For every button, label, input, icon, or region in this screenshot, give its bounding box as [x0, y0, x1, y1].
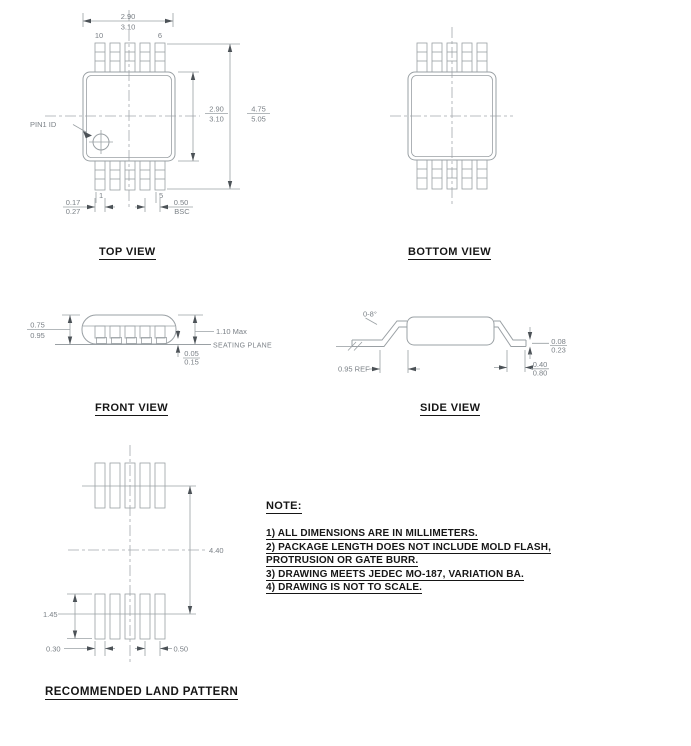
side-view: [336, 310, 567, 378]
dim-value: 0.17: [65, 198, 81, 207]
dim-lead-length-ref: [338, 350, 420, 374]
dim-value: 1.45: [43, 610, 58, 619]
dim-value: 0.80: [532, 368, 548, 378]
dim-value: 3.10: [209, 114, 224, 124]
note-line-3: 3) DRAWING MEETS JEDEC MO-187, VARIATION BA.: [266, 568, 524, 580]
note-line-2b: PROTRUSION OR GATE BURR.: [266, 555, 419, 566]
leader-arrow: [83, 131, 92, 138]
dim-value: 0.27: [65, 207, 81, 216]
land-pattern: [43, 445, 224, 662]
front-view-title: FRONT VIEW: [95, 402, 169, 414]
dim-standoff: [176, 330, 200, 367]
dim-value: 2.90: [209, 104, 224, 114]
top-view: [30, 10, 270, 216]
note-line-1: 1) ALL DIMENSIONS ARE IN MILLIMETERS.: [266, 528, 478, 539]
dim-value: 0.95: [30, 331, 45, 340]
dim-overall-height: [178, 315, 247, 345]
dim-value: 0.50: [173, 198, 189, 207]
bottom-view: [390, 27, 513, 205]
left-lead: [352, 321, 407, 347]
dim-foot-length: [494, 350, 549, 377]
dim-value: 2.90: [120, 12, 136, 21]
pin1-id-label: PIN1 ID: [30, 120, 57, 129]
dim-value: 4.75: [251, 104, 266, 114]
dim-value: 0.40: [532, 359, 548, 369]
dim-lead-pitch: [135, 198, 193, 216]
dim-value: 0.05: [184, 349, 199, 358]
top-pins: [95, 43, 165, 72]
package-body: [82, 315, 176, 344]
dim-value: 3.10: [120, 22, 136, 32]
note-line-4: 4) DRAWING IS NOT TO SCALE.: [266, 582, 423, 593]
dim-lead-angle: [336, 310, 377, 351]
bottom-view-title: BOTTOM VIEW: [408, 246, 492, 258]
pin-number-5: 5: [159, 191, 164, 200]
note-heading: NOTE:: [266, 500, 302, 512]
dim-value: 0.50: [173, 644, 189, 654]
dim-body-height: [178, 72, 228, 161]
dim-value: 0.75: [30, 320, 45, 330]
dim-value: 4.40: [209, 546, 224, 555]
dim-value: 0.30: [46, 644, 61, 654]
top-view-title: TOP VIEW: [99, 246, 156, 258]
dim-value: 0.15: [184, 357, 199, 367]
land-pattern-title: RECOMMENDED LAND PATTERN: [45, 686, 239, 698]
dim-pad-width: [46, 641, 115, 656]
pin1-indicator: [30, 120, 113, 154]
dim-value: 1.10 Max: [216, 327, 247, 336]
front-view: [27, 315, 272, 367]
dim-pad-pitch: [135, 641, 188, 656]
dim-qualifier: BSC: [174, 207, 190, 216]
dim-value: 0-8°: [363, 309, 377, 319]
dim-value: 0.23: [551, 345, 566, 355]
dim-value: 0.08: [551, 336, 566, 346]
note-line-2: 2) PACKAGE LENGTH DOES NOT INCLUDE MOLD FLASH,: [266, 541, 552, 553]
pin-number-10: 10: [94, 31, 104, 40]
dim-value: 5.05: [251, 114, 266, 124]
bottom-pins: [95, 161, 165, 190]
leads: [95, 326, 167, 344]
pin-number-6: 6: [157, 31, 163, 40]
seating-plane-label: SEATING PLANE: [213, 342, 273, 350]
dim-value: 0.95 REF: [338, 364, 370, 374]
dim-lead-width: [63, 198, 115, 216]
dim-body-width: [83, 12, 173, 32]
side-view-title: SIDE VIEW: [420, 402, 481, 414]
dim-body-thickness: [27, 315, 80, 345]
pin-number-1: 1: [99, 191, 104, 200]
package-body: [407, 317, 494, 345]
dim-pad-height: [43, 594, 92, 639]
dim-lead-thickness: [528, 327, 567, 359]
right-lead: [494, 321, 526, 347]
